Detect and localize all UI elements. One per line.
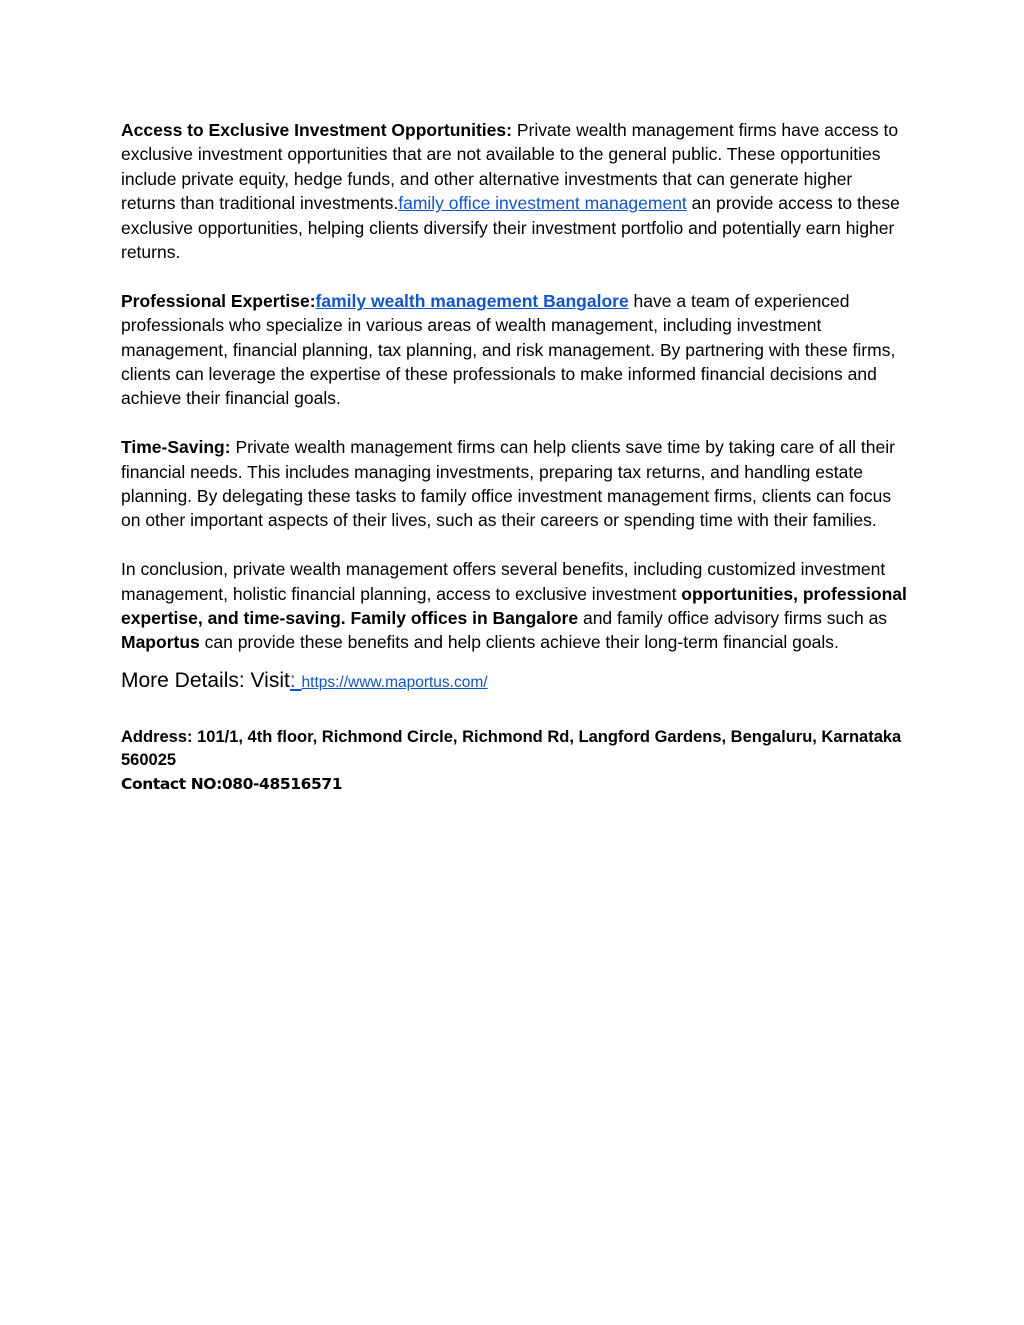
document-page [121, 118, 911, 795]
access-text-2: an provide access to these exclusive opportunities, helping clients diversify their investment portfolio and potentially earn higher returns. [121, 193, 900, 263]
time-saving-text: Private wealth management firms can help clients save time by taking care of all their financial needs. This includes managing investments, preparing tax returns, and handling estate planning. By delegating these tasks to family office investment management firms, clients can focus on other important aspects of their lives, such as their careers or spending time with their families. [121, 437, 895, 531]
conclusion-text-3: can provide these benefits and help clients achieve their long-term financial goals. [199, 632, 839, 653]
access-heading: Access to Exclusive Investment Opportunities: [121, 120, 512, 140]
contact-number: Contact NO:080-48516571 [121, 774, 343, 793]
conclusion-text-1: In conclusion, private wealth management offers several benefits, including customized investment management, holistic financial planning, access to exclusive investment [121, 559, 886, 604]
conclusion-text-2: and family office advisory firms such as [578, 608, 888, 629]
expertise-text: have a team of experienced professionals who specialize in various areas of wealth management, including investment management, financial planning, tax planning, and risk management. By partnering with these firms, clients can leverage the expertise of these professionals to make informed financial decisions and achieve their financial goals. [121, 290, 896, 409]
conclusion-paragraph [121, 557, 911, 655]
expertise-heading: Professional Expertise: [121, 290, 316, 311]
time-saving-paragraph [121, 435, 911, 533]
family-office-investment-management-link[interactable]: family office investment management [398, 193, 687, 214]
more-details [121, 666, 911, 698]
family-wealth-management-bangalore-link[interactable]: family wealth management Bangalore [315, 290, 629, 311]
expertise-paragraph [121, 289, 911, 411]
more-details-label: More Details: Visit [121, 668, 290, 692]
access-text-1: Private wealth management firms have access to exclusive investment opportunities that are not available to the general public. These opportunities include private equity, hedge funds, and other alternative investments that can generate higher returns than traditional investments. [121, 120, 899, 214]
more-details-separator[interactable]: : [289, 668, 302, 692]
access-paragraph [121, 118, 911, 264]
address: Address: 101/1, 4th floor, Richmond Circle, Richmond Rd, Langford Gardens, Bengaluru, Karnataka 560025 [121, 727, 902, 770]
maportus-website-link[interactable]: https://www.maportus.com/ [301, 673, 488, 691]
time-saving-heading: Time-Saving: [121, 437, 231, 458]
maportus-name: Maportus [121, 632, 200, 653]
conclusion-bold-1: opportunities, professional expertise, and time-saving. Family offices in Bangalore [121, 583, 907, 629]
